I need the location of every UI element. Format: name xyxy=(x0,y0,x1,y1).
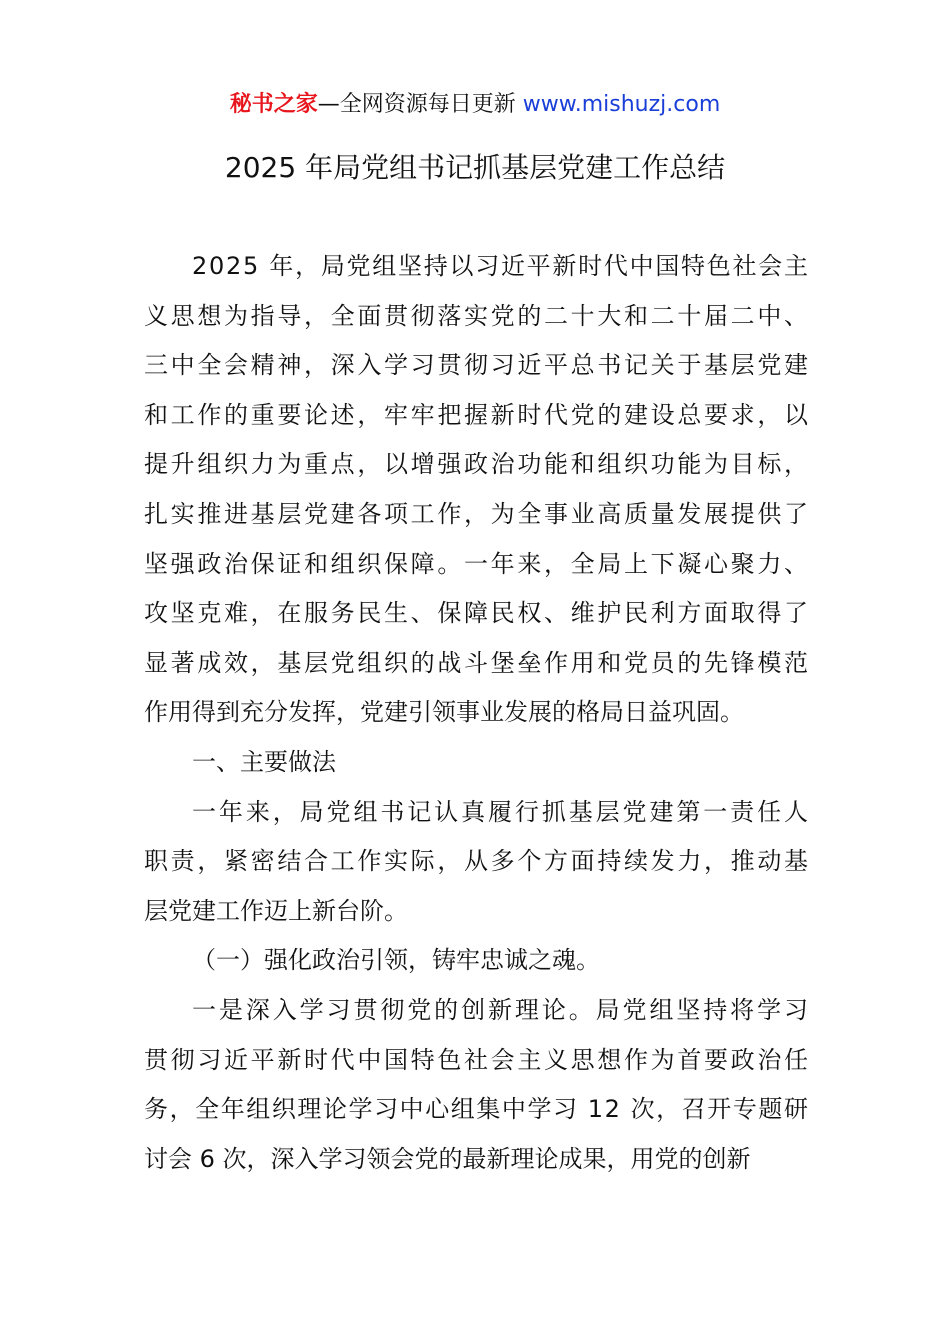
site-url-link[interactable]: www.mishuzj.com xyxy=(522,92,721,117)
text-line: 扎实推进基层党建各项工作，为全事业高质量发展提供了 xyxy=(144,499,811,528)
text-line: 和工作的重要论述，牢牢把握新时代党的建设总要求，以 xyxy=(144,400,811,429)
text-line: 坚强政治保证和组织保障。一年来，全局上下凝心聚力、 xyxy=(144,549,811,578)
text-line: 2025 年，局党组坚持以习近平新时代中国特色社会主 xyxy=(192,252,810,280)
text-line: 讨会 6 次，深入学习领会党的最新理论成果，用党的创新 xyxy=(144,1144,751,1173)
text-line: 一是深入学习贯彻党的创新理论。局党组坚持将学习 xyxy=(192,995,811,1024)
text-line: 务，全年组织理论学习中心组集中学习 12 次，召开专题研 xyxy=(144,1095,810,1124)
text-line: 层党建工作迈上新台阶。 xyxy=(144,896,408,925)
site-header xyxy=(0,88,950,122)
paragraph xyxy=(144,738,808,788)
text-line: 三中全会精神，深入学习贯彻习近平总书记关于基层党建 xyxy=(144,351,811,380)
text-line: 一、主要做法 xyxy=(192,747,336,776)
text-line: 提升组织力为重点，以增强政治功能和组织功能为目标， xyxy=(144,450,811,479)
site-brand: 秘书之家 xyxy=(229,92,318,117)
paragraph xyxy=(144,242,811,738)
text-line: 义思想为指导，全面贯彻落实党的二十大和二十届二中、 xyxy=(144,301,811,330)
paragraph xyxy=(144,788,811,937)
paragraph xyxy=(144,986,811,1184)
text-line: 作用得到充分发挥，党建引领事业发展的格局日益巩固。 xyxy=(144,698,744,727)
text-line: 贯彻习近平新时代中国特色社会主义思想作为首要政治任 xyxy=(144,1045,811,1074)
text-line: 一年来，局党组书记认真履行抓基层党建第一责任人 xyxy=(192,797,811,826)
document-body xyxy=(144,242,811,1184)
text-line: 攻坚克难，在服务民生、保障民权、维护民利方面取得了 xyxy=(144,599,811,628)
paragraph xyxy=(144,936,808,986)
text-line: 职责，紧密结合工作实际，从多个方面持续发力，推动基 xyxy=(144,847,811,876)
text-line: 显著成效，基层党组织的战斗堡垒作用和党员的先锋模范 xyxy=(144,648,811,677)
document-title: 2025 年局党组书记抓基层党建工作总结 xyxy=(224,151,726,184)
text-line: （一）强化政治引领，铸牢忠诚之魂。 xyxy=(192,946,600,975)
site-tagline: —全网资源每日更新 xyxy=(317,92,523,117)
